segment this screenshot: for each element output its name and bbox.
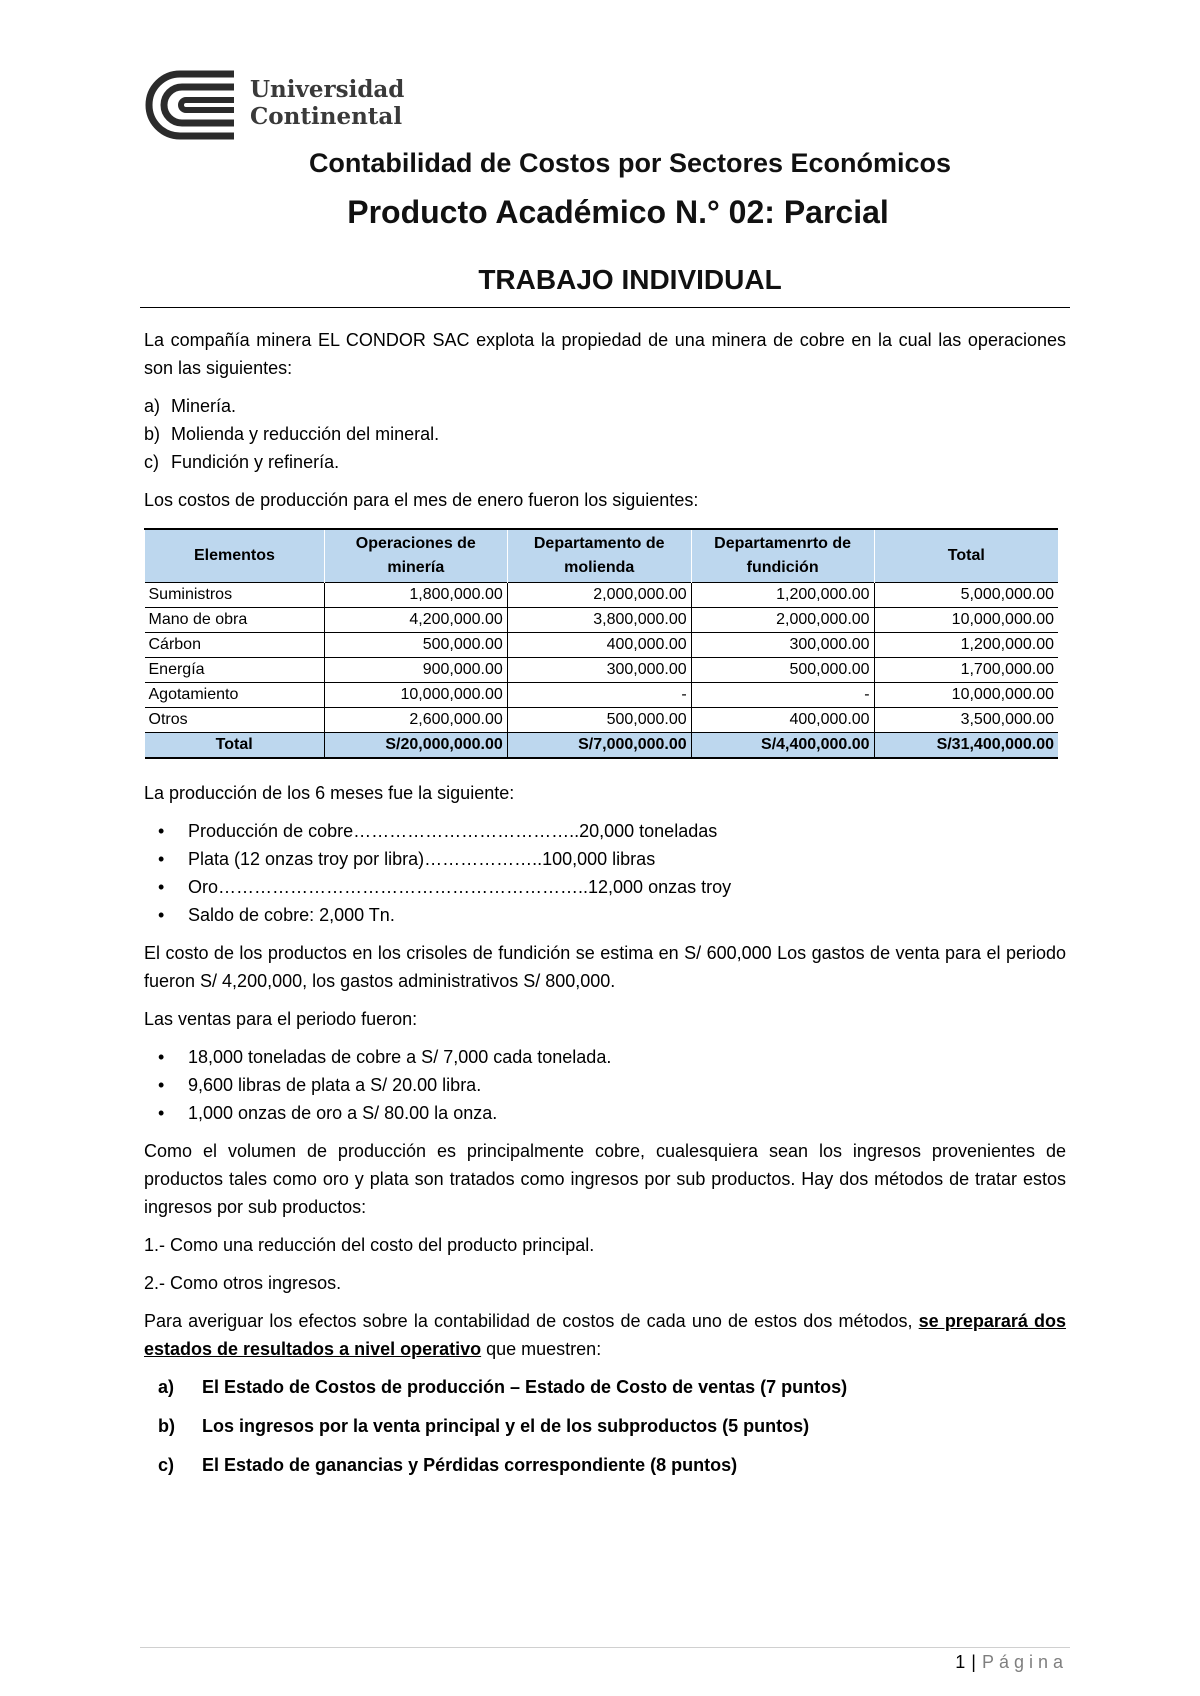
product-title: Producto Académico N.° 02: Parcial — [347, 194, 889, 230]
method-1: 1.- Como una reducción del costo del producto principal. — [144, 1235, 595, 1255]
list-item: • 18,000 toneladas de cobre a S/ 7,000 cada tonelada. — [144, 1043, 1066, 1071]
column-header: Total — [874, 529, 1058, 583]
production-list — [144, 817, 1066, 929]
list-item: • Plata (12 onzas troy por libra)………………..100,000 libras — [144, 845, 1066, 873]
production-costs-table — [144, 528, 1058, 759]
production-intro: La producción de los 6 meses fue la siguiente: — [144, 783, 515, 803]
column-header: Elementos — [145, 529, 325, 583]
document-body — [144, 326, 1066, 1490]
costs-intro: Los costos de producción para el mes de enero fueron los siguientes: — [144, 490, 699, 510]
table-cell: S/7,000,000.00 — [507, 733, 691, 759]
table-cell: Energía — [145, 658, 325, 683]
table-cell: Cárbon — [145, 633, 325, 658]
bullet-icon: • — [158, 1047, 165, 1067]
page-footer — [955, 1652, 1068, 1673]
instruction-paragraph: Para averiguar los efectos sobre la contabilidad de costos de cada uno de estos dos métodos, se preparará dos estados de resultados a nivel operativo que muestren: — [144, 1311, 1067, 1359]
table-row — [145, 633, 1059, 658]
instruction-emphasis: se preparará dos estados de resultados a nivel operativo — [144, 1311, 1067, 1359]
table-cell: Mano de obra — [145, 608, 325, 633]
table-cell: 400,000.00 — [507, 633, 691, 658]
table-cell: 4,200,000.00 — [324, 608, 507, 633]
table-cell: 1,200,000.00 — [874, 633, 1058, 658]
table-cell: 10,000,000.00 — [874, 608, 1058, 633]
logo-line-2: Continental — [250, 103, 403, 130]
table-header-row — [145, 529, 1059, 583]
operations-list — [144, 392, 1066, 476]
table-cell: 10,000,000.00 — [874, 683, 1058, 708]
table-cell: Agotamiento — [145, 683, 325, 708]
bullet-icon: • — [158, 1075, 165, 1095]
column-header: Departamento de molienda — [507, 529, 691, 583]
table-cell: 1,200,000.00 — [691, 583, 874, 608]
list-item: • 9,600 libras de plata a S/ 20.00 libra. — [144, 1071, 1066, 1099]
table-cell: 500,000.00 — [324, 633, 507, 658]
table-cell: - — [691, 683, 874, 708]
table-cell: 2,600,000.00 — [324, 708, 507, 733]
costs-paragraph: El costo de los productos en los crisoles de fundición se estima en S/ 600,000 Los gastos de venta para el periodo fueron S/ 4,200,000, los gastos administrativos S/ 800,000. — [144, 943, 1066, 991]
table-cell: 3,500,000.00 — [874, 708, 1058, 733]
table-cell: 1,700,000.00 — [874, 658, 1058, 683]
list-item: • Oro……………………………………………………..12,000 onzas troy — [144, 873, 1066, 901]
table-cell: 10,000,000.00 — [324, 683, 507, 708]
method-2: 2.- Como otros ingresos. — [144, 1273, 342, 1293]
table-cell: 300,000.00 — [691, 633, 874, 658]
work-type-title: TRABAJO INDIVIDUAL — [478, 264, 782, 295]
table-cell: 900,000.00 — [324, 658, 507, 683]
table-cell: Suministros — [145, 583, 325, 608]
table-cell: Total — [145, 733, 325, 759]
table-cell: S/4,400,000.00 — [691, 733, 874, 759]
title-divider — [140, 307, 1070, 308]
list-item: • 1,000 onzas de oro a S/ 80.00 la onza. — [144, 1099, 1066, 1127]
bullet-icon: • — [158, 1103, 165, 1123]
volume-paragraph: Como el volumen de producción es principalmente cobre, cualesquiera sean los ingresos provenientes de productos tales como oro y plata son tratados como ingresos por sub productos. Hay dos métodos de tratar estos ingresos por sub productos: — [144, 1141, 1066, 1217]
bullet-icon: • — [158, 821, 165, 841]
table-cell: 3,800,000.00 — [507, 608, 691, 633]
intro-paragraph: La compañía minera EL CONDOR SAC explota la propiedad de una minera de cobre en la cual las operaciones son las siguientes: — [144, 330, 1066, 378]
table-cell: 500,000.00 — [691, 658, 874, 683]
table-cell: 400,000.00 — [691, 708, 874, 733]
operation-item: b) Molienda y reducción del mineral. — [144, 424, 440, 444]
table-cell: 2,000,000.00 — [507, 583, 691, 608]
table-cell: - — [507, 683, 691, 708]
table-cell: S/31,400,000.00 — [874, 733, 1058, 759]
course-title: Contabilidad de Costos por Sectores Económicos — [308, 148, 952, 178]
question-item: c) El Estado de ganancias y Pérdidas correspondiente (8 puntos) — [158, 1455, 738, 1475]
table-total-row — [145, 733, 1059, 759]
footer-divider — [140, 1647, 1070, 1648]
list-item: • Saldo de cobre: 2,000 Tn. — [144, 901, 1066, 929]
column-header: Operaciones de minería — [324, 529, 507, 583]
questions-list — [144, 1373, 1066, 1479]
logo-line-1: Universidad — [250, 76, 405, 103]
page-label: Página — [981, 1652, 1068, 1672]
logo-mark-icon — [144, 70, 240, 140]
bullet-icon: • — [158, 849, 165, 869]
table-cell: S/20,000,000.00 — [324, 733, 507, 759]
page-number: 1 — [955, 1652, 966, 1672]
bullet-icon: • — [158, 905, 165, 925]
list-item: • Producción de cobre………………………………..20,000 toneladas — [144, 817, 1066, 845]
question-item: b) Los ingresos por la venta principal y el de los subproductos (5 puntos) — [158, 1416, 810, 1436]
table-cell: 1,800,000.00 — [324, 583, 507, 608]
operation-item: c) Fundición y refinería. — [144, 452, 340, 472]
question-item: a) El Estado de Costos de producción – Estado de Costo de ventas (7 puntos) — [158, 1377, 848, 1397]
logo-wordmark — [250, 76, 404, 130]
sales-list — [144, 1043, 1066, 1127]
table-cell: 5,000,000.00 — [874, 583, 1058, 608]
footer-separator: | — [971, 1652, 976, 1672]
sales-intro: Las ventas para el periodo fueron: — [144, 1009, 418, 1029]
table-cell: 300,000.00 — [507, 658, 691, 683]
operation-item: a) Minería. — [144, 396, 237, 416]
table-row — [145, 658, 1059, 683]
university-logo — [144, 70, 405, 140]
table-cell: 500,000.00 — [507, 708, 691, 733]
table-row — [145, 708, 1059, 733]
table-cell: 2,000,000.00 — [691, 608, 874, 633]
table-row — [145, 683, 1059, 708]
table-row — [145, 608, 1059, 633]
column-header: Departamenrto de fundición — [691, 529, 874, 583]
bullet-icon: • — [158, 877, 165, 897]
table-cell: Otros — [145, 708, 325, 733]
table-row — [145, 583, 1059, 608]
